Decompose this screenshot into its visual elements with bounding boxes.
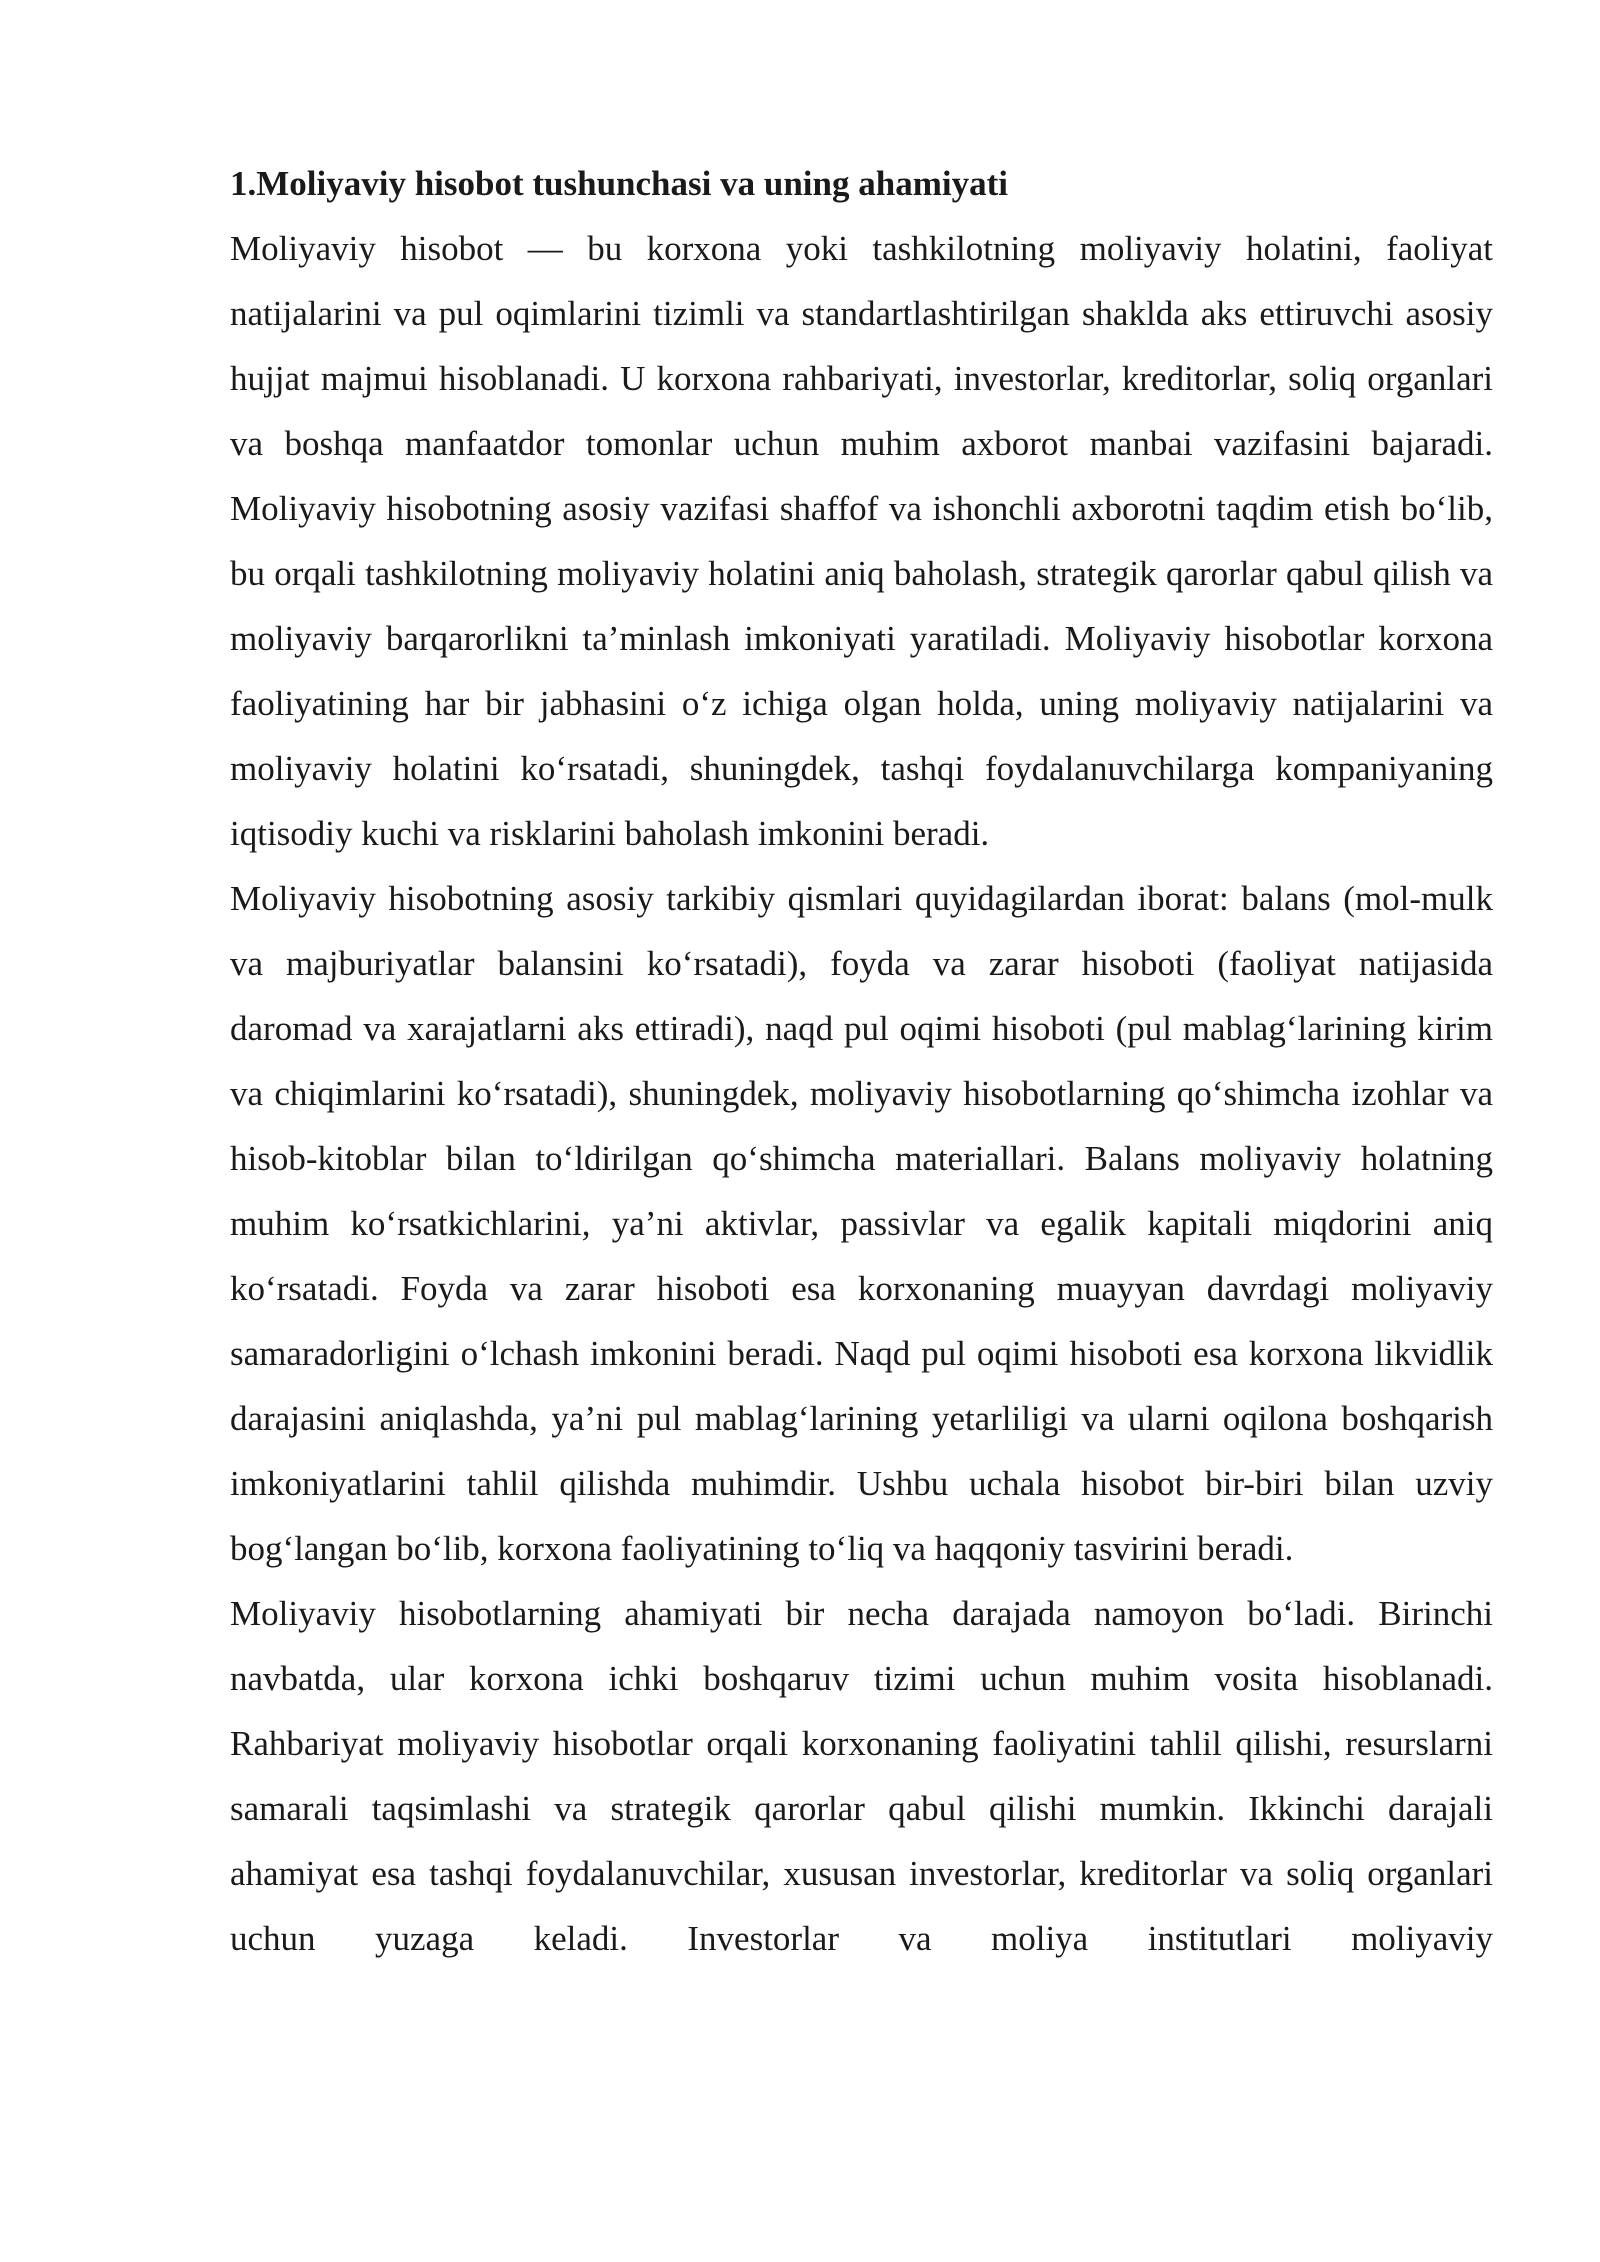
paragraph-components: Moliyaviy hisobotning asosiy tarkibiy qismlari quyidagilardan iborat: balans (mol-mulk va majburiyatlar balansini ko‘rsatadi), foyda va zarar hisoboti (faoliyat natijasida daromad va xarajatlarni aks ettiradi), naqd pul oqimi hisoboti (pul mablag‘larining kirim va chiqimlarini ko‘rsatadi), shuningdek, moliyaviy hisobotlarning qo‘shimcha izohlar va hisob-kitoblar bilan to‘ldirilgan qo‘shimcha materiallari. Balans moliyaviy holatning muhim ko‘rsatkichlarini, ya’ni aktivlar, passivlar va egalik kapitali miqdorini aniq ko‘rsatadi. Foyda va zarar hisoboti esa korxonaning muayyan davrdagi moliyaviy samaradorligini o‘lchash imkonini beradi. Naqd pul oqimi hisoboti esa korxona likvidlik darajasini aniqlashda, ya’ni pul mablag‘larining yetarliligi va ularni oqilona boshqarish imkoniyatlarini tahlil qilishda muhimdir. Ushbu uchala hisobot bir-biri bilan uzviy bog‘langan bo‘lib, korxona faoliyatining to‘liq va haqqoniy tasvirini beradi. xyxy=(230,879,1493,1568)
paragraph-importance: Moliyaviy hisobotlarning ahamiyati bir necha darajada namoyon bo‘ladi. Birinchi navbatda, ular korxona ichki boshqaruv tizimi uchun muhim vosita hisoblanadi. Rahbariyat moliyaviy hisobotlar orqali korxonaning faoliyatini tahlil qilishi, resurslarni samarali taqsimlashi va strategik qarorlar qabul qilishi mumkin. Ikkinchi darajali ahamiyat esa tashqi foydalanuvchilar, xususan investorlar, kreditorlar va soliq organlari uchun yuzaga keladi. Investorlar va moliya institutlari moliyaviy xyxy=(230,1594,1493,1958)
section-heading: 1.Moliyaviy hisobot tushunchasi va uning ahamiyati xyxy=(230,164,1008,203)
paragraph-definition: Moliyaviy hisobot — bu korxona yoki tashkilotning moliyaviy holatini, faoliyat natijalarini va pul oqimlarini tizimli va standartlashtirilgan shaklda aks ettiruvchi asosiy hujjat majmui hisoblanadi. U korxona rahbariyati, investorlar, kreditorlar, soliq organlari va boshqa manfaatdor tomonlar uchun muhim axborot manbai vazifasini bajaradi. Moliyaviy hisobotning asosiy vazifasi shaffof va ishonchli axborotni taqdim etish bo‘lib, bu orqali tashkilotning moliyaviy holatini aniq baholash, strategik qarorlar qabul qilish va moliyaviy barqarorlikni ta’minlash imkoniyati yaratiladi. Moliyaviy hisobotlar korxona faoliyatining har bir jabhasini o‘z ichiga olgan holda, uning moliyaviy natijalarini va moliyaviy holatini ko‘rsatadi, shuningdek, tashqi foydalanuvchilarga kompaniyaning iqtisodiy kuchi va risklarini baholash imkonini beradi. xyxy=(230,229,1493,853)
document-body xyxy=(230,151,1493,1971)
